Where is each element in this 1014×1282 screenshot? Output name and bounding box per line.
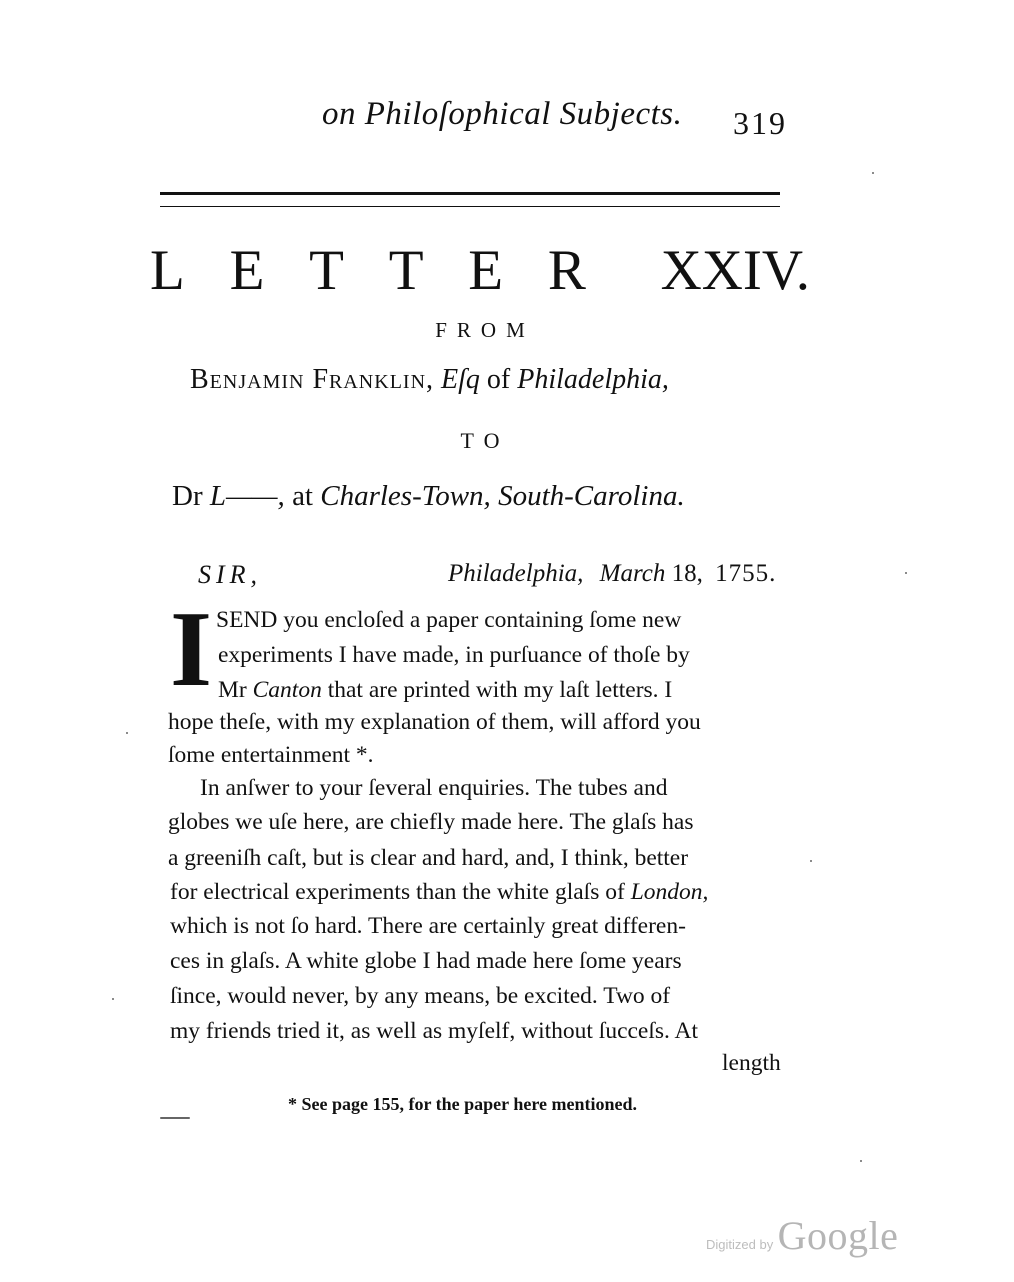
running-head: on Philoſophical Subjects. bbox=[322, 96, 683, 132]
rule-thick bbox=[160, 192, 780, 195]
recipient-line bbox=[172, 480, 685, 513]
watermark-brand: Google bbox=[777, 1213, 899, 1258]
rule-thin bbox=[160, 206, 780, 207]
recipient-region: South-Carolina. bbox=[498, 480, 685, 512]
recipient-at: at bbox=[292, 480, 313, 512]
scan-speck bbox=[872, 172, 874, 174]
sender-of: of bbox=[486, 364, 511, 395]
body-line-1: SEND you encloſed a paper containing ſome new bbox=[216, 607, 682, 633]
body-line-13: my friends tried it, as well as myſelf, without ſucceſs. At bbox=[170, 1018, 698, 1044]
body-line-4: hope theſe, with my explanation of them, will afford you bbox=[168, 709, 701, 735]
date-place: Philadelphia, bbox=[448, 560, 584, 587]
title-letter-5: E bbox=[468, 239, 504, 302]
watermark-digitized: Digitized by bbox=[706, 1237, 774, 1252]
salutation: SIR, bbox=[198, 560, 263, 589]
recipient-name: L——, bbox=[209, 480, 285, 512]
title-letter-3: T bbox=[309, 239, 344, 302]
london: London, bbox=[630, 879, 709, 905]
body-line-7: globes we uſe here, are chiefly made here. The glaſs has bbox=[168, 809, 694, 835]
recipient-town: Charles-Town, bbox=[320, 480, 491, 512]
footnote: * See page 155, for the paper here mentioned. bbox=[288, 1094, 637, 1114]
body-line-3-rest: that are printed with my laſt letters. I bbox=[327, 677, 673, 703]
from-label: FROM bbox=[435, 318, 535, 342]
mr-name: Canton bbox=[252, 677, 322, 703]
scan-speck bbox=[860, 1160, 862, 1162]
date-year: 1755. bbox=[715, 560, 777, 587]
title-letter-1: L bbox=[150, 239, 185, 302]
body-line-6: In anſwer to your ſeveral enquiries. The tubes and bbox=[200, 775, 668, 801]
sender-name: Benjamin Franklin, bbox=[190, 364, 435, 395]
body-line-14: length bbox=[722, 1050, 781, 1076]
body-line-2: experiments I have made, in purſuance of thoſe by bbox=[218, 642, 690, 668]
scan-speck bbox=[160, 1117, 190, 1119]
recipient-prefix: Dr bbox=[172, 480, 203, 512]
title-numeral: XXIV. bbox=[660, 239, 810, 302]
sender-place: Philadelphia, bbox=[517, 364, 669, 395]
date-day: 18, bbox=[671, 560, 703, 587]
scan-speck bbox=[112, 998, 114, 1000]
mr-prefix: Mr bbox=[218, 677, 247, 703]
title-letter-2: E bbox=[229, 239, 265, 302]
page-number: 319 bbox=[733, 105, 787, 141]
drop-cap: I bbox=[170, 590, 213, 709]
title-letter-4: T bbox=[388, 239, 424, 302]
body-line-9-text: for electrical experiments than the white glaſs of bbox=[170, 879, 625, 905]
body-line-12: ſince, would never, by any means, be excited. Two of bbox=[170, 983, 671, 1009]
to-label: TO bbox=[460, 428, 510, 453]
sender-line bbox=[190, 364, 669, 396]
title-letter-6: R bbox=[547, 239, 586, 302]
body-line-3 bbox=[218, 679, 672, 703]
sender-title: Eſq bbox=[441, 364, 480, 395]
scan-speck bbox=[126, 732, 128, 734]
watermark bbox=[706, 1212, 898, 1259]
body-line-5: ſome entertainment *. bbox=[168, 742, 374, 768]
body-line-8: a greeniſh caſt, but is clear and hard, and, I think, better bbox=[168, 845, 689, 871]
scan-speck bbox=[810, 860, 812, 862]
body-line-9 bbox=[170, 881, 708, 905]
body-line-11: ces in glaſs. A white globe I had made here ſome years bbox=[170, 948, 682, 974]
dateline bbox=[448, 560, 776, 588]
body-line-10: which is not ſo hard. There are certainly great differen- bbox=[170, 913, 686, 939]
date-month: March bbox=[599, 560, 666, 587]
letter-title bbox=[150, 238, 810, 303]
scan-speck bbox=[905, 572, 907, 574]
